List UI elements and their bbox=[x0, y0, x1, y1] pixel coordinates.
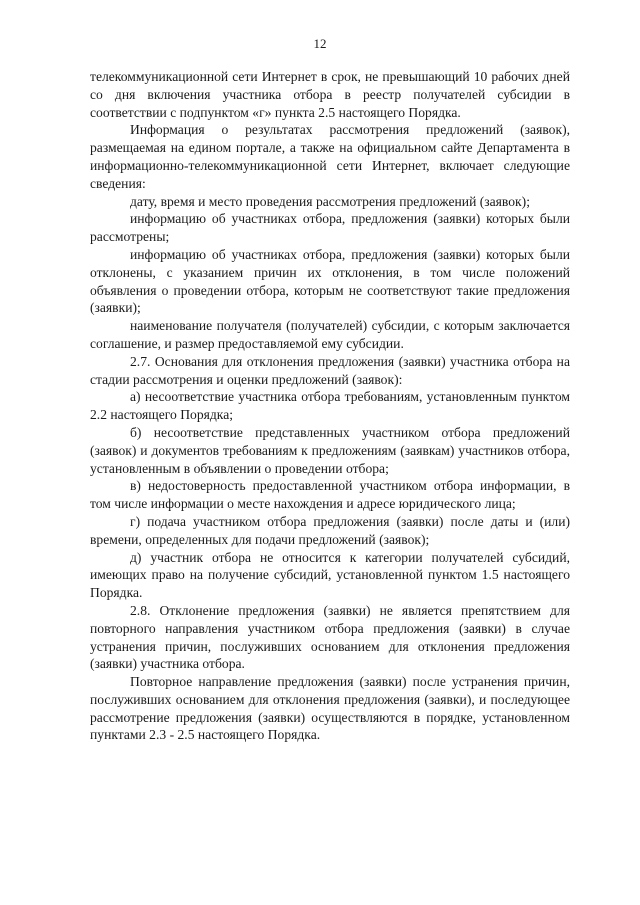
list-item: б) несоответствие представленных участником отбора предложений (заявок) и документов требованиям к предложениям (заявкам) участников отбора, установленным в объявлении о проведении отбора; bbox=[90, 424, 570, 476]
paragraph: наименование получателя (получателей) субсидии, с которым заключается соглашение, и размер предоставляемой ему субсидии. bbox=[90, 318, 570, 351]
section-heading-paragraph: 2.8. Отклонение предложения (заявки) не является препятствием для повторного направления участником отбора предложения (заявки) в случае устранения причин, послуживших основанием для отклонения предложения (заявки) участника отбора. bbox=[90, 602, 570, 672]
page-number: 12 bbox=[313, 36, 327, 51]
list-item: г) подача участником отбора предложения (заявки) после даты и (или) времени, определенных для подачи предложений (заявок); bbox=[90, 513, 570, 547]
list-item: д) участник отбора не относится к категории получателей субсидий, имеющих право на получение субсидий, установленной пунктом 1.5 настоящего Порядка. bbox=[90, 549, 570, 601]
paragraph: Информация о результатах рассмотрения предложений (заявок), размещаемая на едином портале, а также на официальном сайте Департамента в информационно-телекоммуникационной сети Интернет, включает следующие сведения: bbox=[90, 122, 570, 191]
section-heading-paragraph: 2.7. Основания для отклонения предложения (заявки) участника отбора на стадии рассмотрения и оценки предложений (заявок): bbox=[90, 353, 570, 387]
paragraph: Повторное направление предложения (заявки) после устранения причин, послуживших основанием для отклонения предложения (заявки), и последующее рассмотрение предложения (заявки) осуществляются в порядке, установленном пунктами 2.3 - 2.5 настоящего Порядка. bbox=[90, 674, 570, 743]
paragraph: дату, время и место проведения рассмотрения предложений (заявок); bbox=[130, 193, 530, 209]
paragraph: телекоммуникационной сети Интернет в срок, не превышающий 10 рабочих дней со дня включения участника отбора в реестр получателей субсидии в соответствии с подпунктом «г» пункта 2.5 настоящего Порядка. bbox=[90, 69, 570, 120]
paragraph: информацию об участниках отбора, предложения (заявки) которых были отклонены, с указанием причин их отклонения, в том числе положений объявления о проведении отбора, которым не соответствуют такие предложения (заявки); bbox=[90, 246, 570, 316]
list-item: а) несоответствие участника отбора требованиям, установленным пунктом 2.2 настоящего Порядка; bbox=[90, 389, 570, 423]
document-body bbox=[90, 68, 570, 744]
paragraph: информацию об участниках отбора, предложения (заявки) которых были рассмотрены; bbox=[90, 211, 570, 245]
list-item: в) недостоверность предоставленной участником отбора информации, в том числе информации о месте нахождения и адресе юридического лица; bbox=[90, 478, 570, 512]
